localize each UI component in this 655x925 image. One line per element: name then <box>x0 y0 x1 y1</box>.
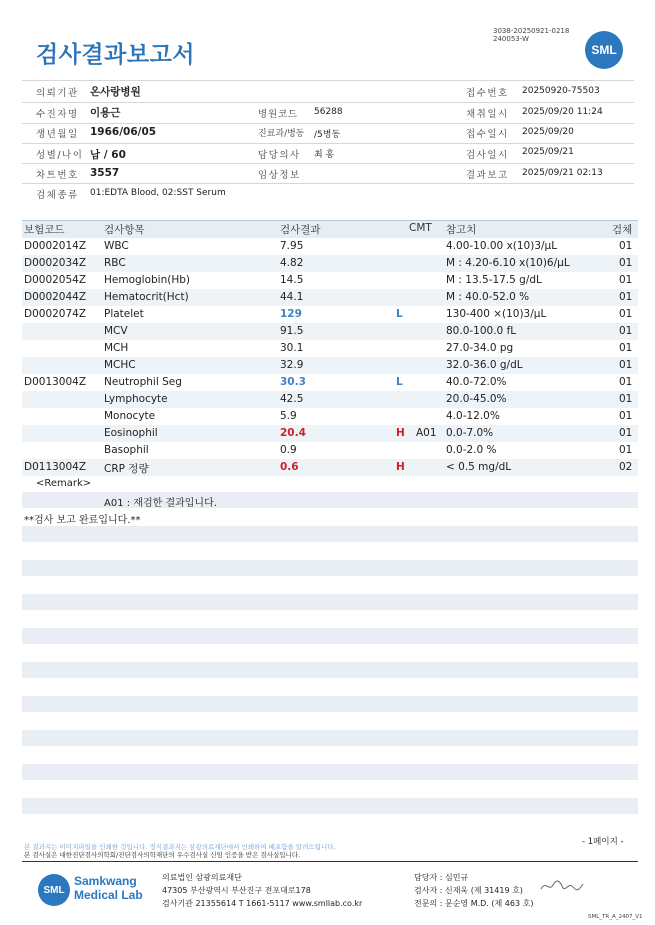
department-value: /5병동 <box>314 130 341 140</box>
result-cell: 4.82 <box>280 257 304 269</box>
flag-cell: H <box>396 427 405 439</box>
test-item-cell: MCH <box>104 342 129 354</box>
hospital-value: 온사랑병원 <box>90 86 141 98</box>
form-code: SML_TR_A_2407_V1 <box>588 914 643 920</box>
footer-divider <box>22 861 638 862</box>
test-date-label: 검사일시 <box>466 150 509 161</box>
specimen-cell: 01 <box>619 274 633 286</box>
samkwang-logo-text <box>74 874 143 902</box>
test-item-cell: CRP 정량 <box>104 463 149 475</box>
flag-cell: L <box>396 308 403 320</box>
result-cell: 20.4 <box>280 427 306 439</box>
report-time-label: 결과보고 <box>466 170 509 181</box>
blank-line <box>22 798 638 814</box>
divider <box>22 102 634 103</box>
insurance-code-cell: D0013004Z <box>24 376 87 388</box>
specimen-cell: 01 <box>619 427 633 439</box>
blank-line <box>22 628 638 644</box>
patient-name-label: 수진자명 <box>36 109 79 120</box>
insurance-code-cell: D0002044Z <box>24 291 87 303</box>
logo-line-2: Medical Lab <box>74 888 143 902</box>
insurance-code-cell: D0002074Z <box>24 308 87 320</box>
reference-cell: M : 4.20-6.10 x(10)6/μL <box>446 257 570 269</box>
divider <box>22 183 634 184</box>
insurance-code-cell: D0002014Z <box>24 240 87 252</box>
test-item-cell: WBC <box>104 240 129 252</box>
test-item-cell: Lymphocyte <box>104 393 168 405</box>
insurance-code-cell: D0113004Z <box>24 461 87 473</box>
test-item-cell: RBC <box>104 257 126 269</box>
column-header-code: 보험코드 <box>24 224 65 236</box>
column-header-specimen: 검체 <box>612 224 633 236</box>
blank-line <box>22 730 638 746</box>
dob-label: 생년월일 <box>36 129 79 140</box>
blank-line <box>22 696 638 712</box>
comment-cell: A01 <box>416 427 437 439</box>
reference-cell: 32.0-36.0 g/dL <box>446 359 523 371</box>
remark-label: <Remark> <box>36 478 92 489</box>
staff-tester: 검사자 : 신재욱 (제 31419 호) <box>414 886 523 895</box>
staff-specialist: 전문의 : 문순영 M.D. (제 463 호) <box>414 899 534 908</box>
specimen-cell: 02 <box>619 461 633 473</box>
blank-line <box>22 560 638 576</box>
footer-notice-accreditation: 본 검사실은 대한진단검사의학회/진단검사의학재단의 우수검사실 신임 인증을 받은 검사실입니다. <box>24 851 301 859</box>
flag-cell: L <box>396 376 403 388</box>
test-item-cell: Monocyte <box>104 410 156 422</box>
reference-cell: 4.0-12.0% <box>446 410 500 422</box>
organization-address: 47305 부산광역시 부산진구 전포대로178 <box>162 886 311 895</box>
blank-line <box>22 764 638 780</box>
specimen-cell: 01 <box>619 240 633 252</box>
reference-cell: 80.0-100.0 fL <box>446 325 517 337</box>
divider <box>22 123 634 124</box>
sml-footer-logo: SML <box>38 874 70 906</box>
column-header-cmt: CMT <box>409 222 432 234</box>
result-cell: 5.9 <box>280 410 297 422</box>
doctor-value: 최 홍 <box>314 150 335 160</box>
divider <box>22 163 634 164</box>
test-item-cell: Eosinophil <box>104 427 158 439</box>
test-item-cell: MCV <box>104 325 128 337</box>
blank-line <box>22 594 638 610</box>
receipt-number-value: 20250920-75503 <box>522 86 600 96</box>
test-date-value: 2025/09/21 <box>522 147 574 157</box>
result-cell: 129 <box>280 308 302 320</box>
specimen-cell: 01 <box>619 308 633 320</box>
staff-info <box>414 871 533 910</box>
reference-cell: < 0.5 mg/dL <box>446 461 512 473</box>
chart-number-value: 3557 <box>90 167 120 179</box>
specimen-cell: 01 <box>619 410 633 422</box>
column-header-result: 검사결과 <box>280 224 321 236</box>
report-complete-text: **검사 보고 완료입니다.** <box>24 515 141 526</box>
doctor-label: 담당의사 <box>258 150 301 161</box>
document-id-line-2: 240053-W <box>493 35 529 43</box>
specimen-cell: 01 <box>619 393 633 405</box>
blank-line <box>22 526 638 542</box>
blank-line <box>22 662 638 678</box>
organization-name: 의료법인 삼광의료재단 <box>162 873 242 882</box>
sml-logo: SML <box>585 31 623 69</box>
specimen-cell: 01 <box>619 257 633 269</box>
reference-cell: 0.0-7.0% <box>446 427 494 439</box>
hospital-code-value: 56288 <box>314 107 343 117</box>
insurance-code-cell: D0002054Z <box>24 274 87 286</box>
result-cell: 30.1 <box>280 342 304 354</box>
sex-age-label: 성별/나이 <box>36 150 84 161</box>
signature-image <box>538 878 586 894</box>
hospital-code-label: 병원코드 <box>258 109 298 120</box>
document-id <box>493 27 569 43</box>
reference-cell: 4.00-10.00 x(10)3/μL <box>446 240 558 252</box>
receipt-date-label: 접수일시 <box>466 129 509 140</box>
result-cell: 0.9 <box>280 444 297 456</box>
receipt-number-label: 접수번호 <box>466 88 509 99</box>
specimen-cell: 01 <box>619 376 633 388</box>
remark-text: A01 : 재검한 결과입니다. <box>104 498 217 509</box>
column-header-item: 검사항목 <box>104 224 145 236</box>
document-id-line-1: 3038-20250921-0218 <box>493 27 570 35</box>
test-item-cell: Basophil <box>104 444 149 456</box>
organization-contact: 검사기관 21355614 T 1661-5117 www.smllab.co.kr <box>162 899 363 908</box>
specimen-cell: 01 <box>619 325 633 337</box>
result-cell: 0.6 <box>280 461 299 473</box>
reference-cell: 20.0-45.0% <box>446 393 507 405</box>
test-item-cell: Hematocrit(Hct) <box>104 291 189 303</box>
dob-value: 1966/06/05 <box>90 126 157 138</box>
result-cell: 44.1 <box>280 291 304 303</box>
chart-number-label: 차트번호 <box>36 170 79 181</box>
result-cell: 32.9 <box>280 359 304 371</box>
flag-cell: H <box>396 461 405 473</box>
reference-cell: M : 13.5-17.5 g/dL <box>446 274 542 286</box>
divider <box>22 80 634 81</box>
result-cell: 7.95 <box>280 240 304 252</box>
test-item-cell: Hemoglobin(Hb) <box>104 274 191 286</box>
divider <box>22 143 634 144</box>
specimen-type-value: 01:EDTA Blood, 02:SST Serum <box>90 188 226 198</box>
collection-time-value: 2025/09/20 11:24 <box>522 107 603 117</box>
specimen-cell: 01 <box>619 444 633 456</box>
specimen-cell: 01 <box>619 359 633 371</box>
specimen-cell: 01 <box>619 342 633 354</box>
receipt-date-value: 2025/09/20 <box>522 127 574 137</box>
reference-cell: 0.0-2.0 % <box>446 444 497 456</box>
result-cell: 91.5 <box>280 325 304 337</box>
sex-age-value: 남 / 60 <box>90 149 126 161</box>
reference-cell: 27.0-34.0 pg <box>446 342 514 354</box>
hospital-label: 의뢰기관 <box>36 88 79 99</box>
insurance-code-cell: D0002034Z <box>24 257 87 269</box>
result-cell: 30.3 <box>280 376 306 388</box>
reference-cell: 40.0-72.0% <box>446 376 507 388</box>
logo-line-1: Samkwang <box>74 874 137 888</box>
specimen-type-label: 검체종류 <box>36 190 79 201</box>
result-cell: 42.5 <box>280 393 304 405</box>
specimen-cell: 01 <box>619 291 633 303</box>
organization-info <box>162 871 362 910</box>
test-item-cell: Platelet <box>104 308 144 320</box>
staff-manager: 담당자 : 심민규 <box>414 873 469 882</box>
clinical-info-label: 임상정보 <box>258 170 301 181</box>
reference-cell: 130-400 ×(10)3/μL <box>446 308 547 320</box>
column-header-reference: 참고치 <box>446 224 477 236</box>
test-item-cell: Neutrophil Seg <box>104 376 182 388</box>
collection-time-label: 채취일시 <box>466 109 509 120</box>
page-number: - 1페이지 - <box>582 837 624 847</box>
report-time-value: 2025/09/21 02:13 <box>522 168 603 178</box>
reference-cell: M : 40.0-52.0 % <box>446 291 530 303</box>
test-item-cell: MCHC <box>104 359 136 371</box>
patient-name-value: 이용근 <box>90 107 121 119</box>
footer-notice-image: 본 결과지는 이미지파일을 인쇄한 것입니다. 정식결과지는 삼광의료재단에서 인쇄하여 배포함을 알려드립니다. <box>24 843 336 851</box>
page-title: 검사결과보고서 <box>36 42 196 68</box>
department-label: 진료과/병동 <box>258 129 305 139</box>
result-cell: 14.5 <box>280 274 304 286</box>
